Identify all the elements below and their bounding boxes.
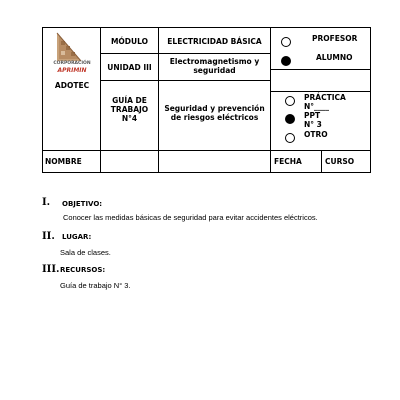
section-title: OBJETIVO: [62,200,103,208]
profesor-label: PROFESOR [312,34,358,43]
ppt-label: PPT [304,111,321,120]
unidad-value: Electromagnetismo y seguridad [169,57,260,75]
section-number: III. [42,264,60,275]
org-line1: CORPORACIÓN [53,61,91,66]
profesor-radio[interactable] [281,37,291,47]
divider [321,150,322,173]
section-number: I. [42,197,51,208]
guia-label-1: GUÍA DE [112,96,147,105]
divider [42,150,371,151]
divider [100,80,271,81]
divider [270,91,371,92]
section-title: LUGAR: [62,233,92,241]
section-title: RECURSOS: [60,266,106,274]
guia-label-2: TRABAJO [110,105,149,114]
alumno-label: ALUMNO [316,53,353,62]
section-number: II. [42,231,55,242]
curso-label: CURSO [325,157,355,166]
org-line2: APRIMIN [57,67,87,74]
ppt-radio[interactable] [285,114,295,124]
alumno-radio[interactable] [281,56,291,66]
divider [270,27,271,173]
fecha-label: FECHA [274,157,302,166]
practica-label: PRÁCTICA [304,93,346,102]
section-text: Conocer las medidas básicas de seguridad para evitar accidentes eléctricos. [63,213,318,222]
divider [270,69,371,70]
nombre-label: NOMBRE [45,157,82,166]
guia-label-3: N°4 [121,114,138,123]
modulo-label: MÓDULO [110,37,149,46]
ppt-number: N° 3 [304,120,322,129]
section-text: Sala de clases. [60,248,111,257]
section-text: Guía de trabajo N° 3. [60,281,131,290]
practica-number: N°____ [304,102,330,111]
brand-name: ADOTEC [54,81,90,90]
otro-label: OTRO [304,130,328,139]
modulo-value: ELECTRICIDAD BÁSICA [167,37,262,46]
divider [100,53,271,54]
otro-radio[interactable] [285,133,295,143]
practica-radio[interactable] [285,96,295,106]
unidad-label: UNIDAD III [107,63,152,72]
guia-value: Seguridad y prevención de riesgos eléctricos [164,104,265,122]
divider [158,27,159,173]
